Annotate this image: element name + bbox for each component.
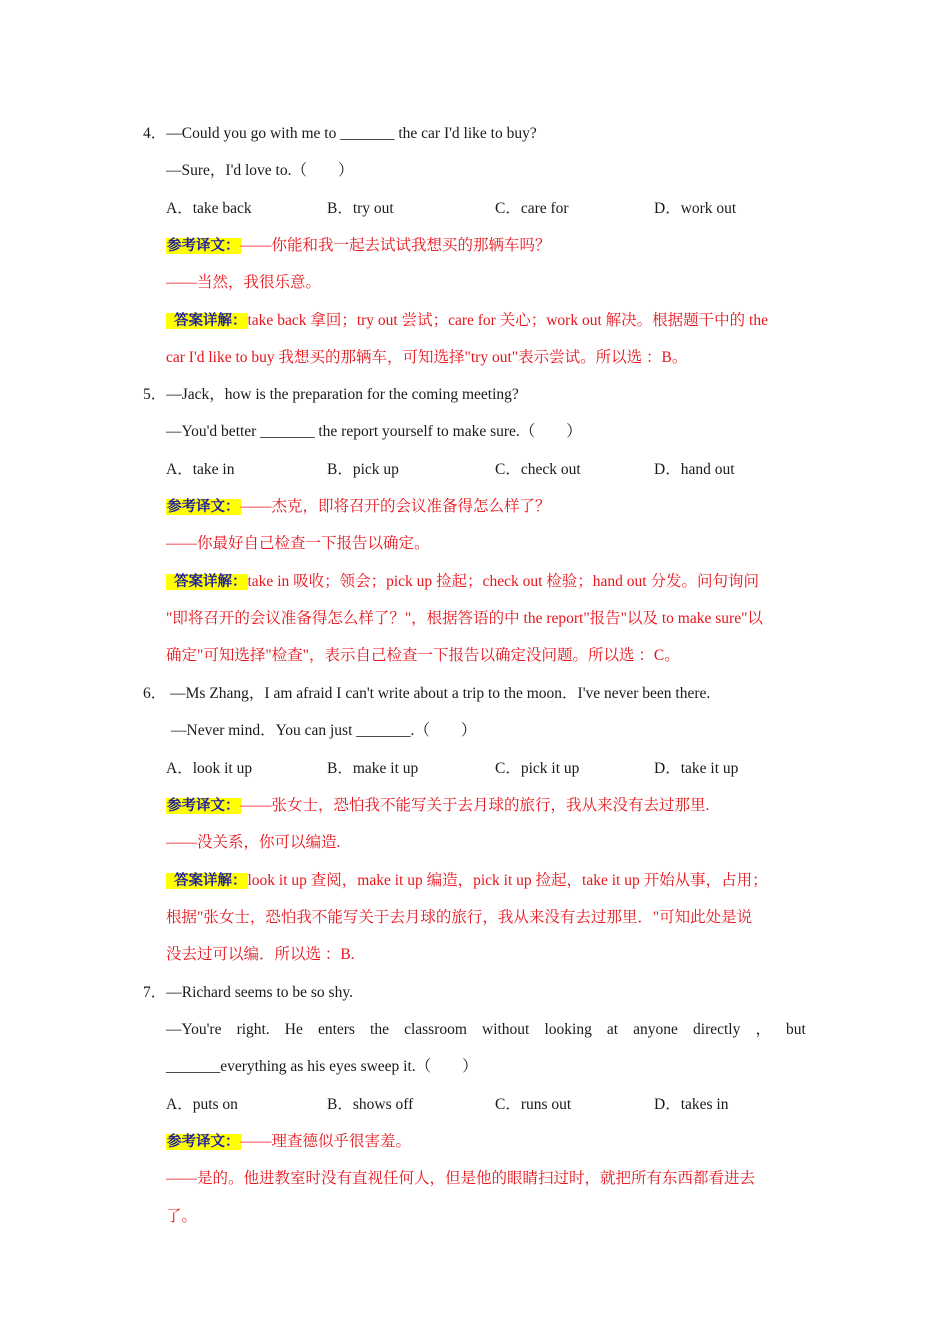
reference-translation — [166, 236, 551, 256]
question-4 — [143, 124, 537, 144]
reference-text-2: ——当然，我很乐意。 — [166, 274, 322, 291]
reference-text-2: ——你最好自己检查一下报告以确定。 — [166, 535, 430, 552]
answer-word: ， — [755, 1021, 771, 1038]
reference-text-2: ——是的。他进教室时没有直视任何人，但是他的眼睛扫过时，就把所有东西都看进去 — [166, 1170, 756, 1187]
question-7 — [143, 983, 353, 1003]
option-b: B．shows off — [327, 1096, 414, 1113]
answer-word: directly — [693, 1021, 741, 1038]
answer-word: without — [482, 1021, 530, 1038]
option-a: A．take back — [166, 200, 252, 217]
reference-text: ——理查德似乎很害羞。 — [240, 1133, 412, 1150]
question-number: 4． — [143, 125, 167, 142]
option-b: B．pick up — [327, 461, 399, 478]
answer-word: anyone — [633, 1021, 678, 1038]
reference-text: ——杰克，即将召开的会议准备得怎么样了？ — [240, 498, 551, 515]
option-c: C．pick it up — [495, 760, 580, 777]
reference-label: 参考译文： — [167, 798, 240, 814]
answer-word: but — [786, 1021, 806, 1038]
option-a: A．take in — [166, 461, 235, 478]
answer-line — [166, 1020, 806, 1040]
answer-word: He — [284, 1021, 303, 1038]
option-a: A．puts on — [166, 1096, 238, 1113]
detail-text: take back 拿回；try out 尝试；care for 关心；work out 解决。根据题干中的 the — [247, 312, 768, 329]
detail-text: take in 吸收；领会；pick up 捡起；check out 检验；hand out 分发。问句询问 — [247, 573, 759, 590]
detail-text-3: 确定"可知选择"检查"，表示自己检查一下报告以确定没问题。所以选 ：C。 — [166, 647, 680, 664]
detail-text-2: car I'd like to buy 我想买的那辆车，可知选择"try out"表示尝试。所以选 ：B。 — [166, 349, 688, 366]
question-text: —Could you go with me to _______ the car I'd like to buy? — [166, 125, 537, 142]
question-6 — [143, 684, 710, 704]
reference-text: ——张女士，恐怕我不能写关于去月球的旅行，我从来没有去过那里. — [240, 797, 710, 814]
answer-word: classroom — [404, 1021, 467, 1038]
question-number: 5． — [143, 386, 167, 403]
option-d: D．take it up — [654, 760, 739, 777]
option-d: D．work out — [654, 200, 737, 217]
reference-label: 参考译文： — [167, 238, 240, 254]
option-c: C．check out — [495, 461, 581, 478]
reference-label: 参考译文： — [167, 499, 240, 515]
answer-word: right. — [236, 1021, 270, 1038]
option-d: D．takes in — [654, 1096, 729, 1113]
answer-line: —You'd better _______ the report yourself to make sure.（ ） — [166, 423, 582, 440]
detail-label: 答案详解： — [166, 873, 248, 889]
answer-detail — [166, 871, 768, 891]
answer-line-2: _______everything as his eyes sweep it.（ ） — [166, 1058, 478, 1075]
question-number: 6． — [143, 685, 167, 702]
answer-line: —Sure，I'd love to.（ ） — [166, 162, 354, 179]
answer-word: enters — [317, 1021, 355, 1038]
option-a: A．look it up — [166, 760, 253, 777]
reference-translation — [166, 1132, 411, 1152]
answer-word: at — [606, 1021, 619, 1038]
answer-word: the — [370, 1021, 389, 1038]
option-b: B．make it up — [327, 760, 419, 777]
question-text: —Ms Zhang，I am afraid I can't write about a trip to the moon．I've never been there. — [170, 685, 711, 702]
reference-text: ——你能和我一起去试试我想买的那辆车吗？ — [240, 237, 551, 254]
answer-word: looking — [544, 1021, 592, 1038]
question-5 — [143, 385, 519, 405]
detail-text-2: "即将召开的会议准备得怎么样了？"，根据答语的中 the report"报告"以及 to make sure"以 — [166, 610, 763, 627]
option-c: C．care for — [495, 200, 569, 217]
detail-text-2: 根据"张女士，恐怕我不能写关于去月球的旅行，我从来没有去过那里．"可知此处是说 — [166, 909, 753, 926]
option-c: C．runs out — [495, 1096, 572, 1113]
option-b: B．try out — [327, 200, 394, 217]
detail-text: look it up 查阅，make it up 编造，pick it up 捡起，take it up 开始从事，占用； — [247, 872, 768, 889]
reference-translation — [166, 497, 551, 517]
detail-label: 答案详解： — [166, 313, 248, 329]
answer-detail — [166, 311, 768, 331]
reference-label: 参考译文： — [167, 1134, 240, 1150]
reference-translation — [166, 796, 709, 816]
question-text: —Richard seems to be so shy. — [166, 984, 353, 1001]
detail-label: 答案详解： — [166, 574, 248, 590]
question-text: —Jack，how is the preparation for the coming meeting? — [166, 386, 519, 403]
question-number: 7． — [143, 984, 167, 1001]
option-d: D．hand out — [654, 461, 735, 478]
answer-line: —Never mind．You can just _______.（ ） — [171, 722, 477, 739]
detail-text-3: 没去过可以编．所以选 ：B. — [166, 946, 355, 963]
answer-detail — [166, 572, 759, 592]
reference-text-3: 了。 — [166, 1208, 198, 1225]
answer-word: —You're — [166, 1021, 222, 1038]
reference-text-2: ——没关系，你可以编造. — [166, 834, 341, 851]
